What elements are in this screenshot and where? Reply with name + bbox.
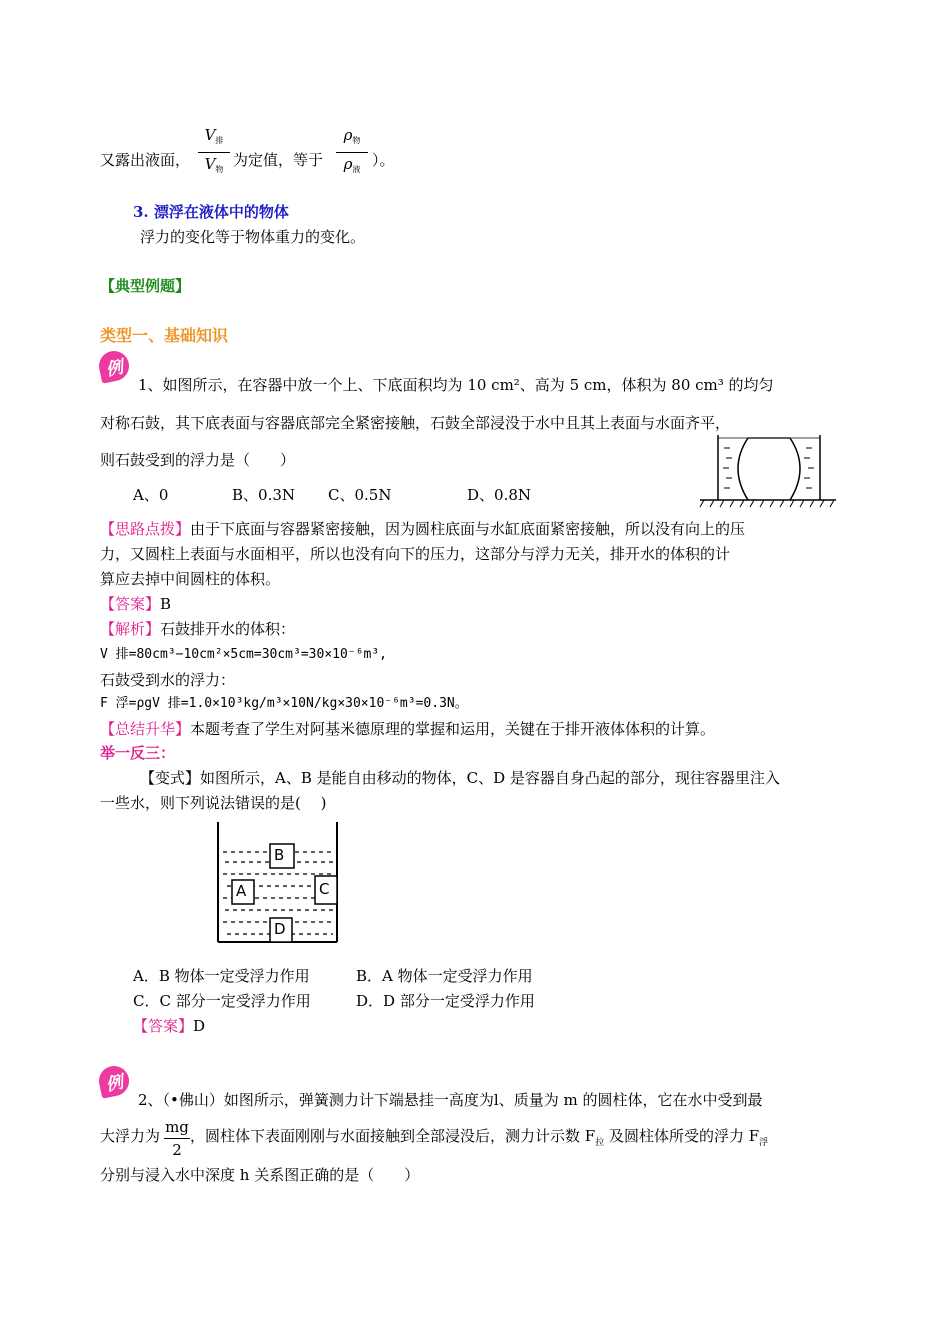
q2-sub-pull: 拉 bbox=[595, 1138, 605, 1148]
frac-mg: mg bbox=[165, 1118, 189, 1136]
q1-line2: 对称石鼓，其下底表面与容器底部完全紧密接触，石鼓全部浸没于水中且其上表面与水面齐平， bbox=[100, 414, 731, 432]
intro-suffix: ）。 bbox=[372, 151, 395, 169]
explain-label: 【解析】 bbox=[100, 620, 161, 638]
typical-examples-heading: 【典型例题】 bbox=[100, 277, 191, 295]
hint-line2: 力，又圆柱上表面与水面相平，所以也没有向下的压力，这部分与浮力无关，排开水的体积的计 bbox=[100, 545, 731, 563]
intro-prefix: 又露出液面， bbox=[100, 151, 191, 169]
answer-value-2: D bbox=[193, 1017, 206, 1035]
hint-label: 【思路点拨】 bbox=[100, 520, 191, 538]
max-buoyancy-fraction bbox=[164, 1118, 190, 1159]
formula-buoyancy: F 浮=ρgV 排=1.0×10³kg/m³×10N/kg×30×10⁻⁶m³=0.3N。 bbox=[100, 696, 468, 711]
summary-label: 【总结升华】 bbox=[100, 720, 191, 738]
frac2-num: ρ bbox=[343, 126, 353, 144]
q2-line3: 分别与浸入水中深度 h 关系图正确的是（ ） bbox=[100, 1166, 420, 1184]
label-c: C bbox=[319, 880, 330, 898]
answer-value-1: B bbox=[160, 595, 172, 613]
q2-line1: 2、（•佛山）如图所示，弹簧测力计下端悬挂一高度为l、质量为 m 的圆柱体，它在水中受到最 bbox=[138, 1091, 763, 1109]
variant-option-b: B．A 物体一定受浮力作用 bbox=[356, 967, 533, 985]
type1-heading: 类型一、基础知识 bbox=[100, 326, 229, 345]
variant-option-a: A．B 物体一定受浮力作用 bbox=[133, 967, 310, 985]
example-badge-2: 例 bbox=[96, 1063, 132, 1099]
label-b: B bbox=[274, 846, 285, 864]
frac1-num-sub: 排 bbox=[215, 136, 224, 145]
summary-line bbox=[100, 719, 715, 739]
frac1-den-sub: 物 bbox=[215, 165, 224, 174]
ratio-fraction-density bbox=[336, 126, 368, 179]
frac1-num: V bbox=[204, 126, 216, 144]
answer-label-1: 【答案】 bbox=[100, 595, 161, 613]
answer-line-1 bbox=[100, 594, 171, 614]
explain-text1: 石鼓排开水的体积： bbox=[160, 620, 296, 638]
q1-line1: 1、如图所示，在容器中放一个上、下底面积均为 10 cm²、高为 5 cm，体积为 80 cm³ 的均匀 bbox=[138, 376, 774, 394]
label-a: A bbox=[236, 882, 247, 900]
variant-line2: 一些水，则下列说法错误的是( ) bbox=[100, 794, 327, 812]
answer-line-2 bbox=[133, 1016, 205, 1036]
q1-option-c: C、0.5N bbox=[328, 486, 392, 504]
q2-line2-c: 及圆柱体所受的浮力 F bbox=[604, 1127, 760, 1145]
example-badge-1: 例 bbox=[96, 348, 132, 384]
section3-heading: 3. 漂浮在液体中的物体 bbox=[133, 203, 289, 221]
q1-option-d: D、0.8N bbox=[467, 486, 532, 504]
variant-option-d: D．D 部分一定受浮力作用 bbox=[356, 992, 535, 1010]
frac2-num-sub: 物 bbox=[352, 136, 361, 145]
q2-line2-b: ，圆柱体下表面刚刚与水面接触到全部浸没后，测力计示数 F bbox=[190, 1127, 596, 1145]
explain-line1 bbox=[100, 619, 295, 639]
explain-line2: 石鼓受到水的浮力： bbox=[100, 671, 236, 689]
q1-line3: 则石鼓受到的浮力是（ ） bbox=[100, 451, 296, 469]
summary-text: 本题考查了学生对阿基米德原理的掌握和运用，关键在于排开液体体积的计算。 bbox=[190, 720, 716, 738]
hint-text1: 由于下底面与容器紧密接触，因为圆柱底面与水缸底面紧密接触，所以没有向上的压 bbox=[190, 520, 746, 538]
q2-line2-rest bbox=[190, 1126, 768, 1153]
q2-sub-buoy: 浮 bbox=[759, 1138, 769, 1148]
container-figure bbox=[215, 822, 340, 944]
answer-label-2: 【答案】 bbox=[133, 1017, 194, 1035]
frac-2: 2 bbox=[172, 1141, 182, 1159]
frac2-den-sub: 液 bbox=[352, 165, 361, 174]
intro-mid: 为定值，等于 bbox=[233, 151, 324, 169]
variant-heading: 举一反三： bbox=[100, 744, 176, 762]
stone-drum-figure bbox=[698, 430, 838, 510]
frac2-den: ρ bbox=[343, 155, 353, 173]
frac1-den: V bbox=[204, 155, 216, 173]
section3-body: 浮力的变化等于物体重力的变化。 bbox=[140, 228, 366, 246]
hint-line1 bbox=[100, 519, 745, 539]
q2-line2-a: 大浮力为 bbox=[100, 1127, 161, 1145]
variant-option-c: C．C 部分一定受浮力作用 bbox=[133, 992, 311, 1010]
hint-line3: 算应去掉中间圆柱的体积。 bbox=[100, 570, 281, 588]
q1-option-a: A、0 bbox=[133, 486, 169, 504]
label-d: D bbox=[274, 920, 286, 938]
q1-option-b: B、0.3N bbox=[232, 486, 296, 504]
formula-volume: V 排=80cm³−10cm²×5cm=30cm³=30×10⁻⁶m³, bbox=[100, 647, 387, 662]
ratio-fraction-volume bbox=[198, 126, 230, 179]
variant-line1: 【变式】如图所示，A、B 是能自由移动的物体，C、D 是容器自身凸起的部分，现往容器里注入 bbox=[140, 769, 780, 787]
